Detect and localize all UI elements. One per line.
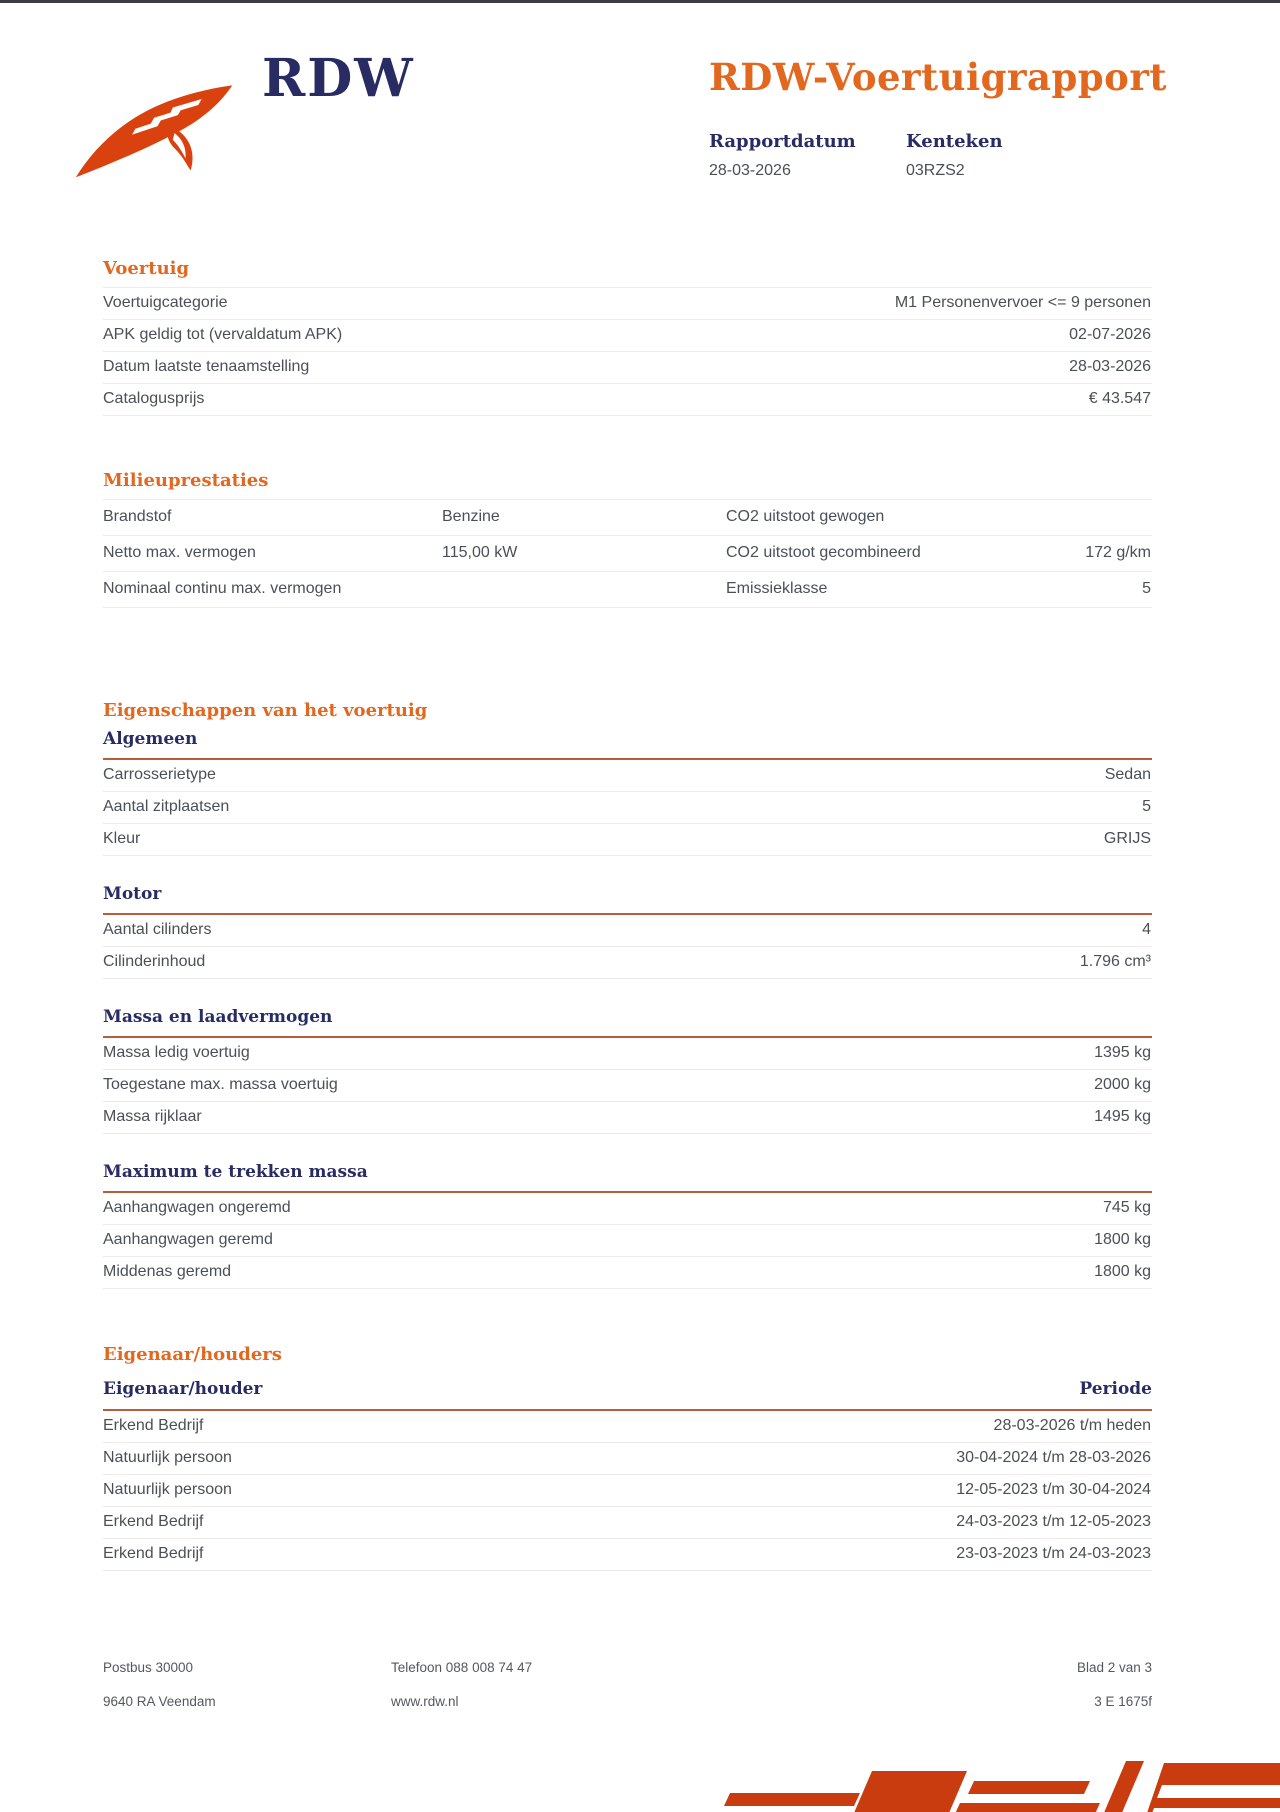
owners-table-header xyxy=(103,1373,1152,1411)
license-plate-value: 03RZS2 xyxy=(906,162,965,179)
license-plate xyxy=(906,131,1103,180)
row-value: GRIJS xyxy=(1103,830,1151,847)
owner-type: Natuurlijk persoon xyxy=(103,1481,232,1498)
footer-phone: Telefoon 088 008 74 47 xyxy=(391,1660,533,1675)
row-label: Aantal zitplaatsen xyxy=(103,798,230,815)
subsection-title: Maximum te trekken massa xyxy=(103,1162,1152,1193)
row-label: APK geldig tot (vervaldatum APK) xyxy=(103,326,343,343)
row-value: M1 Personenvervoer <= 9 personen xyxy=(894,294,1151,311)
table-row xyxy=(103,1070,1152,1102)
table-row xyxy=(103,947,1152,979)
table-row xyxy=(103,352,1152,384)
rdw-logo xyxy=(60,48,440,187)
section-eigenschappen-title: Eigenschappen van het voertuig xyxy=(103,700,428,721)
row-value: € 43.547 xyxy=(1088,390,1151,407)
table-row xyxy=(103,1539,1152,1571)
table-row xyxy=(103,1038,1152,1070)
row-value: 1.796 cm³ xyxy=(1079,953,1151,970)
subsection-algemeen xyxy=(103,729,1152,856)
row-label: Aanhangwagen ongeremd xyxy=(103,1199,291,1216)
table-row xyxy=(103,572,1152,608)
row-value: 1395 kg xyxy=(1094,1044,1151,1061)
section-voertuig-title: Voertuig xyxy=(103,258,190,279)
row-label: Massa rijklaar xyxy=(103,1108,202,1125)
row-label: Emissieklasse xyxy=(726,580,828,597)
table-row xyxy=(103,536,1152,572)
footer-row xyxy=(103,1694,1152,1709)
report-date-value: 28-03-2026 xyxy=(709,162,791,179)
row-label: Aanhangwagen geremd xyxy=(103,1231,273,1248)
table-row xyxy=(103,1507,1152,1539)
row-label: Cilinderinhoud xyxy=(103,953,206,970)
section-milieuprestaties xyxy=(103,470,1152,608)
section-eigenaars-title: Eigenaar/houders xyxy=(103,1344,282,1365)
footer-doc-code: 3 E 1675f xyxy=(1094,1694,1152,1709)
row-label: CO2 uitstoot gewogen xyxy=(726,508,885,525)
row-value: 02-07-2026 xyxy=(1069,326,1151,343)
table-row xyxy=(103,1475,1152,1507)
milieu-rows xyxy=(103,499,1152,608)
row-label: Middenas geremd xyxy=(103,1263,232,1280)
row-label: Datum laatste tenaamstelling xyxy=(103,358,310,375)
table-row xyxy=(103,1257,1152,1289)
row-label: Toegestane max. massa voertuig xyxy=(103,1076,338,1093)
section-eigenschappen xyxy=(103,700,1152,1289)
section-milieu-title: Milieuprestaties xyxy=(103,470,269,491)
rdw-flag-graphic-icon xyxy=(712,1743,1280,1812)
row-value: 1800 kg xyxy=(1094,1263,1151,1280)
page-footer xyxy=(103,1660,1152,1728)
row-label: Netto max. vermogen xyxy=(103,544,256,561)
owner-type: Natuurlijk persoon xyxy=(103,1449,232,1466)
row-label: Massa ledig voertuig xyxy=(103,1044,250,1061)
page-title: RDW-Voertuigrapport xyxy=(709,55,1167,99)
section-eigenaar-houders xyxy=(103,1344,1152,1571)
table-row xyxy=(103,288,1152,320)
voertuig-rows xyxy=(103,287,1152,416)
owner-period: 12-05-2023 t/m 30-04-2024 xyxy=(956,1481,1151,1498)
report-meta xyxy=(709,131,1179,180)
row-value: Benzine xyxy=(442,508,500,525)
owner-type: Erkend Bedrijf xyxy=(103,1545,204,1562)
owners-col-owner: Eigenaar/houder xyxy=(103,1379,263,1399)
row-label: Catalogusprijs xyxy=(103,390,205,407)
page-top-edge xyxy=(0,0,1280,3)
row-label: Carrosserietype xyxy=(103,766,216,783)
row-value: 5 xyxy=(1142,798,1151,815)
footer-website: www.rdw.nl xyxy=(391,1694,459,1709)
row-value: 5 xyxy=(1142,580,1151,597)
row-label: Kleur xyxy=(103,830,141,847)
owner-period: 24-03-2023 t/m 12-05-2023 xyxy=(956,1513,1151,1530)
table-row xyxy=(103,915,1152,947)
license-plate-label: Kenteken xyxy=(906,131,1003,152)
table-row xyxy=(103,824,1152,856)
section-voertuig xyxy=(103,258,1152,416)
rdw-feather-icon xyxy=(60,82,255,184)
row-value: 1800 kg xyxy=(1094,1231,1151,1248)
footer-city: 9640 RA Veendam xyxy=(103,1694,216,1709)
subsection-motor xyxy=(103,884,1152,979)
subsection-title: Massa en laadvermogen xyxy=(103,1007,1152,1038)
table-row xyxy=(103,1193,1152,1225)
subsection-title: Motor xyxy=(103,884,1152,915)
footer-postbus: Postbus 30000 xyxy=(103,1660,194,1675)
owner-type: Erkend Bedrijf xyxy=(103,1417,204,1434)
table-row xyxy=(103,384,1152,416)
row-label: Aantal cilinders xyxy=(103,921,212,938)
row-value: 115,00 kW xyxy=(442,544,518,561)
row-label: Nominaal continu max. vermogen xyxy=(103,580,342,597)
subsection-maximum-te-trekken-massa xyxy=(103,1162,1152,1289)
row-value: 2000 kg xyxy=(1094,1076,1151,1093)
table-row xyxy=(103,792,1152,824)
owner-period: 23-03-2023 t/m 24-03-2023 xyxy=(956,1545,1151,1562)
owner-type: Erkend Bedrijf xyxy=(103,1513,204,1530)
footer-row xyxy=(103,1660,1152,1675)
row-value: 4 xyxy=(1142,921,1151,938)
table-row xyxy=(103,760,1152,792)
row-value: 172 g/km xyxy=(1085,544,1151,561)
report-date xyxy=(709,131,906,180)
footer-page-number: Blad 2 van 3 xyxy=(1076,1660,1152,1675)
table-row xyxy=(103,1102,1152,1134)
row-value: Sedan xyxy=(1104,766,1151,783)
table-row xyxy=(103,1443,1152,1475)
row-value: 745 kg xyxy=(1102,1199,1151,1216)
table-row xyxy=(103,1225,1152,1257)
row-value: 28-03-2026 xyxy=(1069,358,1151,375)
row-label: CO2 uitstoot gecombineerd xyxy=(726,544,921,561)
report-date-label: Rapportdatum xyxy=(709,131,856,152)
rdw-logo-text: RDW xyxy=(262,48,415,109)
owner-period: 28-03-2026 t/m heden xyxy=(993,1417,1151,1434)
table-row xyxy=(103,1411,1152,1443)
owner-period: 30-04-2024 t/m 28-03-2026 xyxy=(956,1449,1151,1466)
report-title-block xyxy=(709,55,1179,180)
owners-col-period: Periode xyxy=(1079,1379,1152,1399)
row-value: 1495 kg xyxy=(1094,1108,1151,1125)
subsection-massa-en-laadvermogen xyxy=(103,1007,1152,1134)
table-row xyxy=(103,320,1152,352)
table-row xyxy=(103,500,1152,536)
subsection-title: Algemeen xyxy=(103,729,1152,760)
row-label: Voertuigcategorie xyxy=(103,294,228,311)
row-label: Brandstof xyxy=(103,508,172,525)
